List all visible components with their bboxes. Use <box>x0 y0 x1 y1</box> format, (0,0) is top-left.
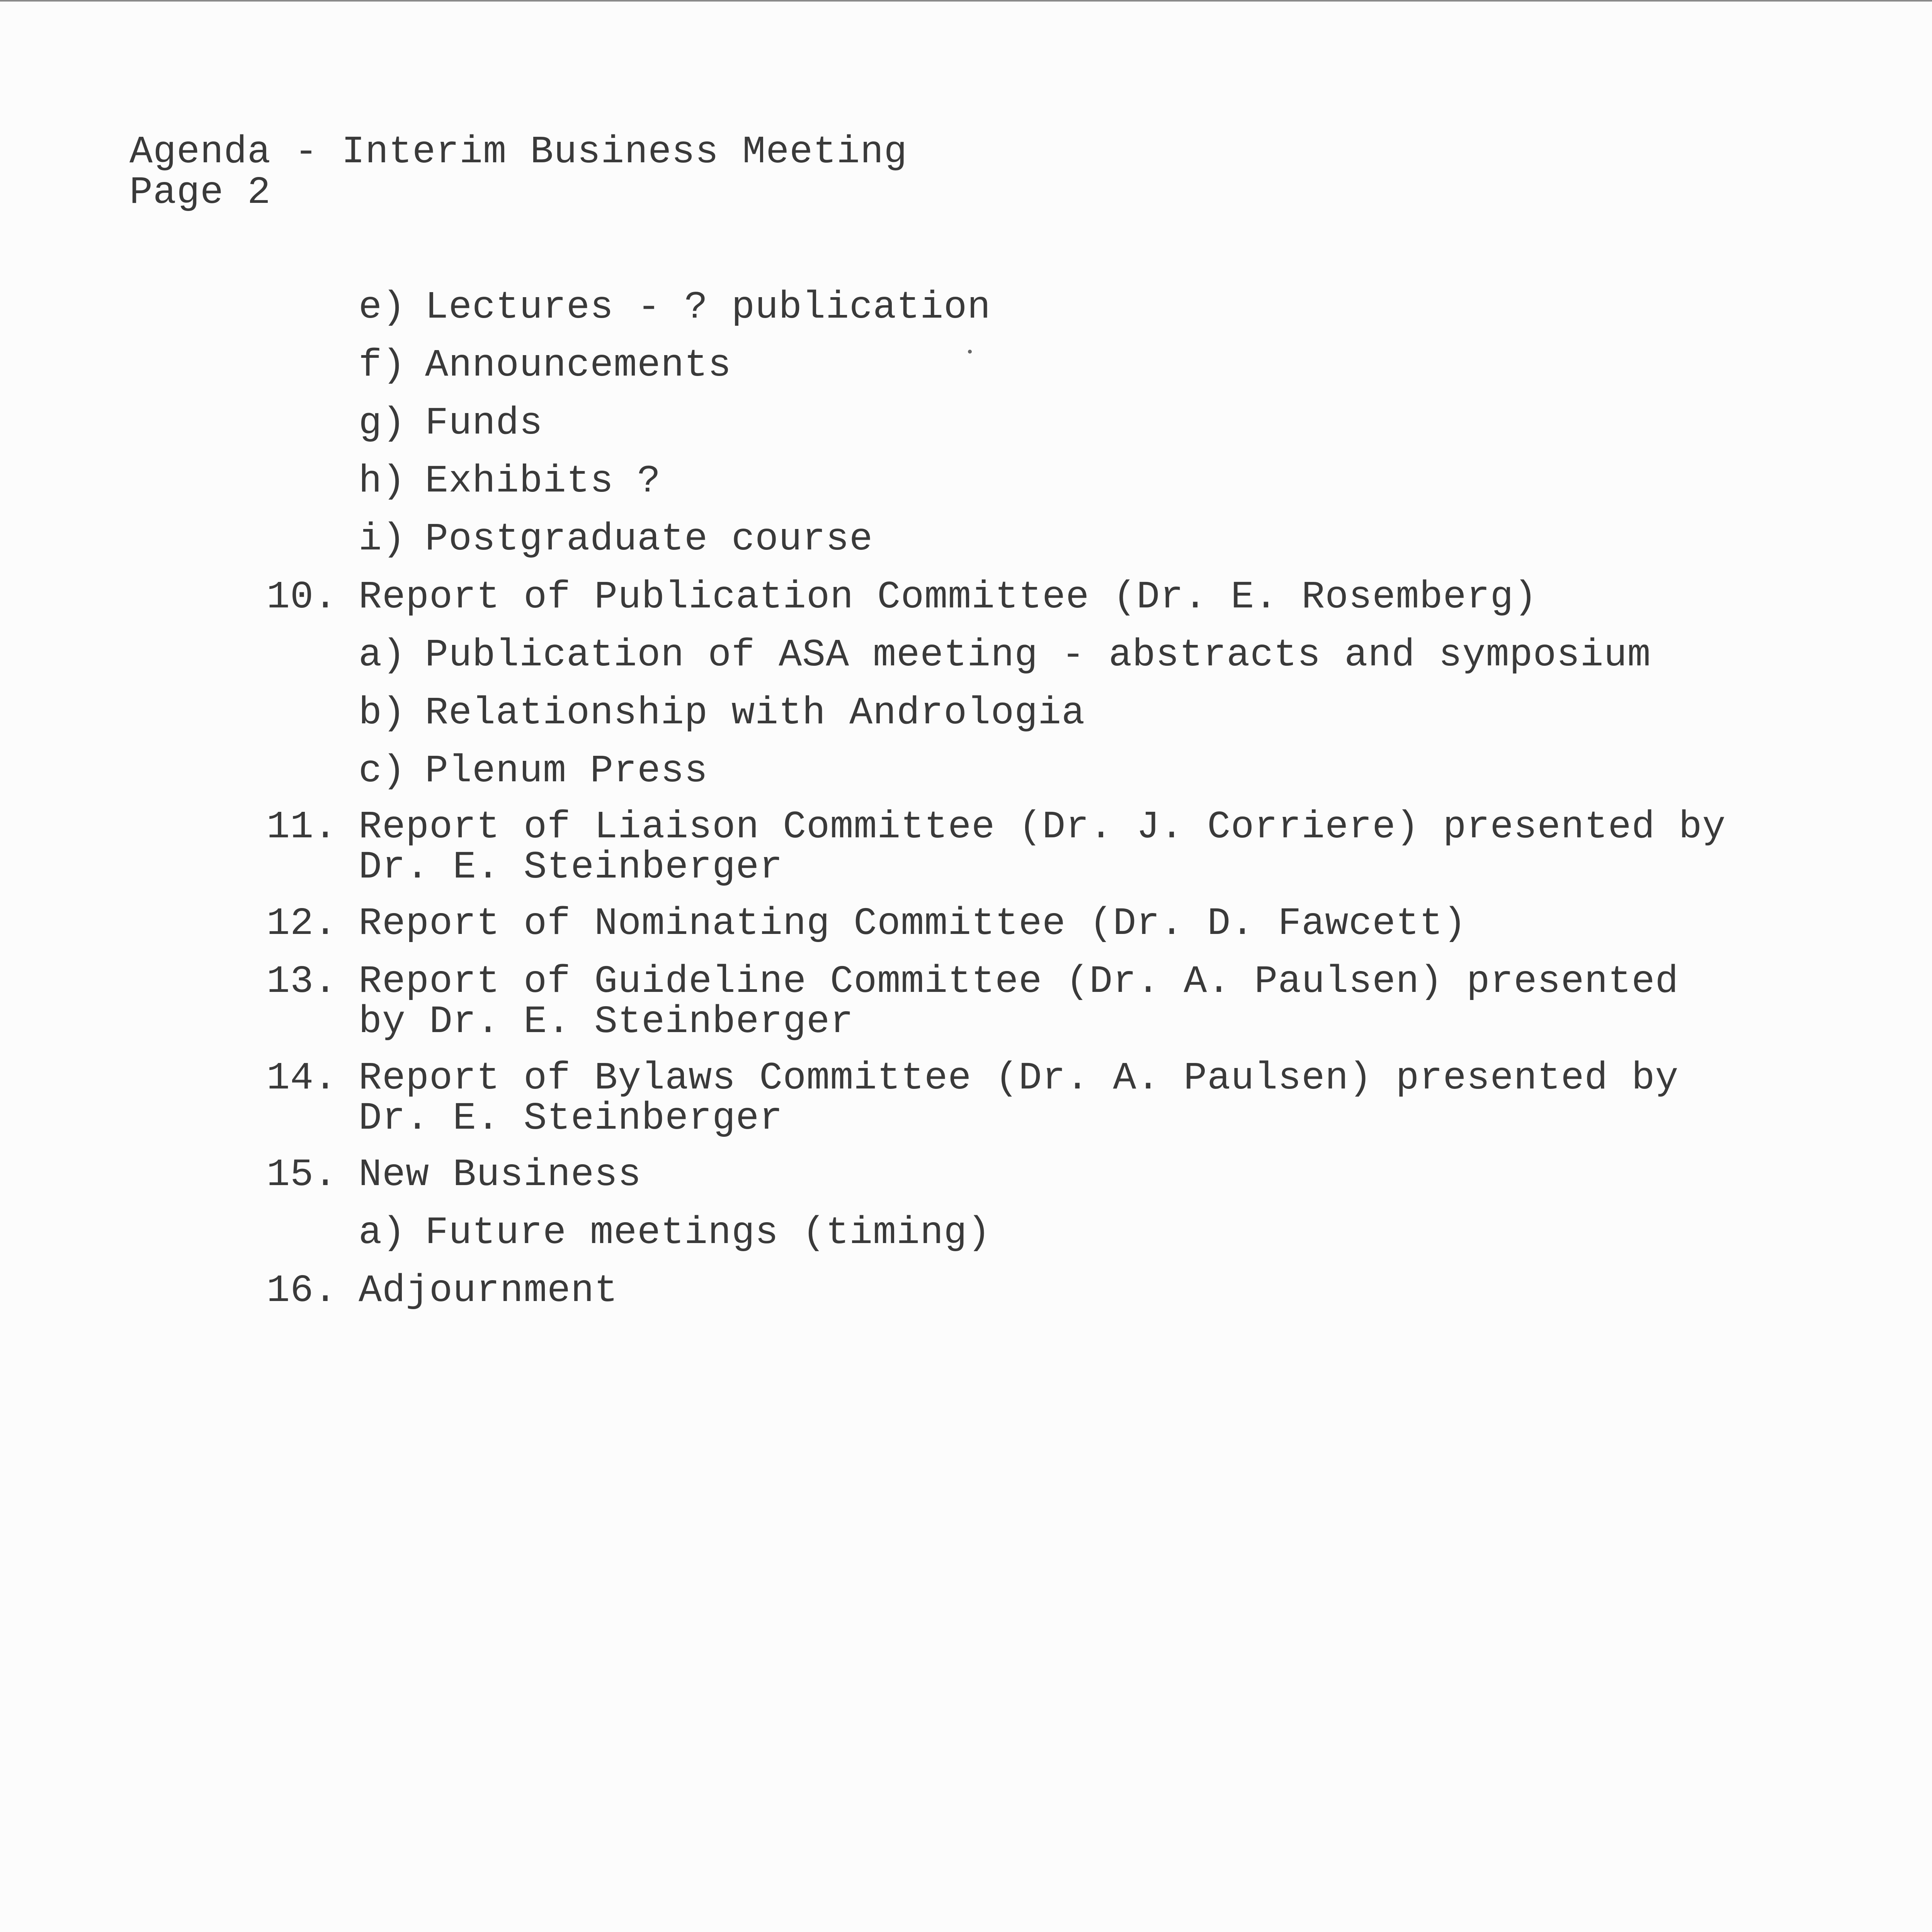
agenda-item-number: 12. <box>267 902 338 946</box>
agenda-subitem-text: Exhibits ? <box>425 460 661 503</box>
agenda-subitem-text: Future meetings (timing) <box>425 1211 991 1255</box>
agenda-subitem-text: Publication of ASA meeting - abstracts and symposium <box>425 634 1651 677</box>
agenda-subitem-label: a) <box>359 1211 406 1255</box>
agenda-item-number: 15. <box>267 1153 338 1197</box>
agenda-item-text: Report of Guideline Committee (Dr. A. Paulsen) presented <box>359 960 1679 1004</box>
agenda-subitem-label: h) <box>359 460 406 503</box>
agenda-item-number: 13. <box>267 960 338 1004</box>
agenda-subitem-text: Postgraduate course <box>425 518 873 561</box>
agenda-subitem-label: b) <box>359 692 406 735</box>
agenda-item-text-continued: Dr. E. Steinberger <box>359 1097 783 1141</box>
agenda-item-number: 11. <box>267 806 338 849</box>
agenda-item-text: Report of Publication Committee (Dr. E. Rosemberg) <box>359 576 1537 619</box>
agenda-subitem-label: a) <box>359 634 406 677</box>
agenda-item-text: Report of Nominating Committee (Dr. D. Fawcett) <box>359 902 1467 946</box>
scan-speck <box>968 350 972 354</box>
agenda-subitem-label: e) <box>359 286 406 330</box>
agenda-item-text: Adjournment <box>359 1269 618 1313</box>
agenda-item-number: 16. <box>267 1269 338 1313</box>
page-number: Page 2 <box>129 171 271 215</box>
agenda-item-text-continued: Dr. E. Steinberger <box>359 846 783 889</box>
agenda-subitem-label: i) <box>359 518 406 561</box>
agenda-subitem-text: Funds <box>425 402 543 446</box>
agenda-subitem-text: Plenum Press <box>425 750 708 793</box>
agenda-subitem-text: Lectures - ? publication <box>425 286 991 330</box>
agenda-item-number: 10. <box>267 576 338 619</box>
agenda-subitem-text: Announcements <box>425 344 732 388</box>
agenda-item-text-continued: by Dr. E. Steinberger <box>359 1000 854 1044</box>
agenda-subitem-label: c) <box>359 750 406 793</box>
agenda-item-text: Report of Liaison Committee (Dr. J. Corriere) presented by <box>359 806 1726 849</box>
agenda-item-text: New Business <box>359 1153 642 1197</box>
document-title: Agenda - Interim Business Meeting <box>129 131 908 174</box>
agenda-item-number: 14. <box>267 1057 338 1100</box>
agenda-subitem-text: Relationship with Andrologia <box>425 692 1085 735</box>
agenda-subitem-label: f) <box>359 344 406 388</box>
agenda-item-text: Report of Bylaws Committee (Dr. A. Paulsen) presented by <box>359 1057 1679 1100</box>
agenda-subitem-label: g) <box>359 402 406 446</box>
